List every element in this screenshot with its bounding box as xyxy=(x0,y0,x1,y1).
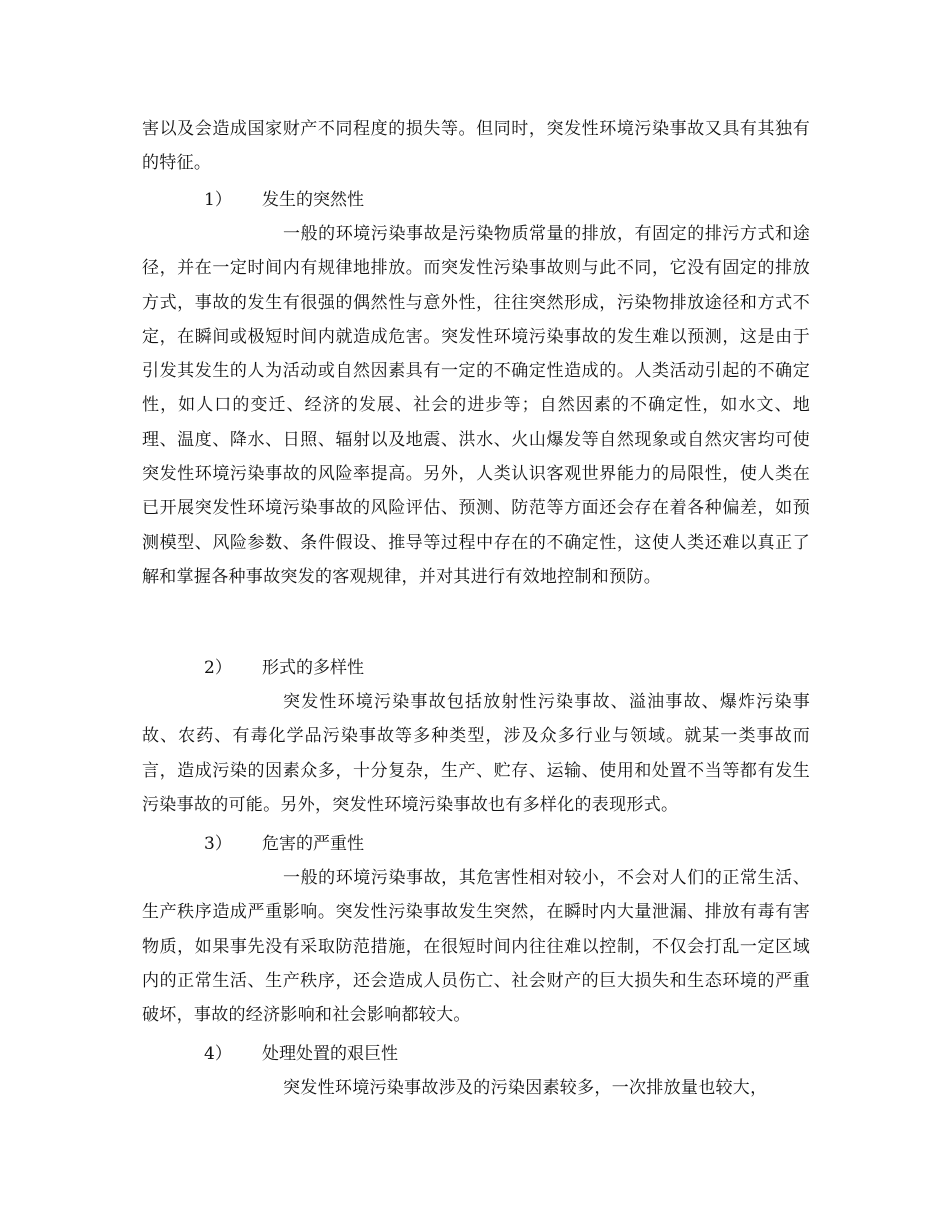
section-number: 3） xyxy=(204,834,232,854)
section-number: 2） xyxy=(204,658,232,678)
section-body-1: 一般的环境污染事故是污染物质常量的排放，有固定的排污方式和途径，并在一定时间内有规律地排放。而突发性污染事故则与此不同，它没有固定的排放方式，事故的发生有很强的偶然性与意外性，往往突然形成，污染物排放途径和方式不定，在瞬间或极短时间内就造成危害。突发性环境污染事故的发生难以预测，这是由于引发其发生的人为活动或自然因素具有一定的不确定性造成的。人类活动引起的不确定性，如人口的变迁、经济的发展、社会的进步等；自然因素的不确定性，如水文、地理、温度、降水、日照、辐射以及地震、洪水、火山爆发等自然现象或自然灾害均可使突发性环境污染事故的风险率提高。另外，人类认识客观世界能力的局限性，使人类在已开展突发性环境污染事故的风险评估、预测、防范等方面还会存在着各种偏差，如预测模型、风险参数、条件假设、推导等过程中存在的不确定性，这使人类还难以真正了解和掌握各种事故突发的客观规律，并对其进行有效地控制和预防。 xyxy=(142,224,810,587)
section-number: 1） xyxy=(204,190,232,210)
section-title: 形式的多样性 xyxy=(262,658,364,678)
section-body-3: 一般的环境污染事故，其危害性相对较小，不会对人们的正常生活、生产秩序造成严重影响。突发性污染事故发生突然，在瞬时内大量泄漏、排放有毒有害物质，如果事先没有采取防范措施，在很短时间内往往难以控制，不仅会打乱一定区域内的正常生活、生产秩序，还会造成人员伤亡、社会财产的巨大损失和生态环境的严重破坏，事故的经济影响和社会影响都较大。 xyxy=(142,868,810,1026)
section-body-4: 突发性环境污染事故涉及的污染因素较多，一次排放量也较大， xyxy=(283,1078,768,1098)
section-title: 危害的严重性 xyxy=(262,834,364,854)
section-title: 处理处置的艰巨性 xyxy=(262,1044,398,1064)
opening-paragraph: 害以及会造成国家财产不同程度的损失等。但同时，突发性环境污染事故又具有其独有的特征。 xyxy=(142,119,810,174)
section-body-2: 突发性环境污染事故包括放射性污染事故、溢油事故、爆炸污染事故、农药、有毒化学品污染事故等多种类型，涉及众多行业与领域。就某一类事故而言，造成污染的因素众多，十分复杂，生产、贮存、运输、使用和处置不当等都有发生污染事故的可能。另外，突发性环境污染事故也有多样化的表现形式。 xyxy=(142,692,810,815)
section-number: 4） xyxy=(204,1044,232,1064)
section-title: 发生的突然性 xyxy=(262,190,364,210)
